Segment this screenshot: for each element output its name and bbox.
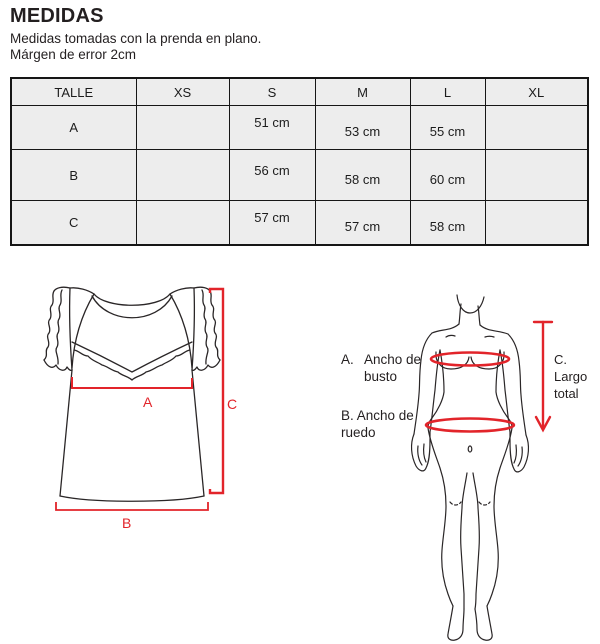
cell-value	[485, 106, 588, 150]
legend-text-c-line2: total	[554, 386, 579, 401]
left-side-seam	[60, 370, 72, 496]
legend-text-b-line2: ruedo	[341, 425, 376, 440]
legend-text-a-line1: Ancho de	[364, 352, 422, 367]
row-label: C	[11, 201, 136, 246]
hip-measure-ellipse	[426, 419, 514, 432]
body-figure-drawing	[378, 288, 582, 644]
cell-value	[485, 150, 588, 201]
cell-value: 58 cm	[315, 150, 410, 201]
table-row	[11, 150, 588, 201]
length-measure-bracket	[210, 289, 223, 493]
cell-value: 57 cm	[315, 201, 410, 246]
neckline-opening	[94, 294, 170, 305]
table-header-row	[11, 78, 588, 106]
col-header-l: L	[410, 78, 485, 106]
legend-text-c-line1: C. Largo	[554, 352, 588, 384]
garment-outline	[44, 287, 220, 501]
subtitle-line-1: Medidas tomadas con la prenda en plano.	[10, 31, 262, 46]
hem-width-measure-bracket	[56, 502, 208, 510]
subtitle-line-2: Márgen de error 2cm	[10, 47, 137, 62]
cell-value: 53 cm	[315, 106, 410, 150]
cell-value: 55 cm	[410, 106, 485, 150]
bust-width-measure-line	[72, 377, 192, 388]
legend-item-hem-width	[341, 407, 414, 441]
cell-value	[136, 106, 229, 150]
yoke-seam-lower	[74, 350, 190, 380]
legend-item-total-length	[554, 351, 600, 402]
legend-text-a-line2: busto	[364, 369, 398, 384]
hem-line	[60, 496, 204, 501]
table-row	[11, 106, 588, 150]
col-header-talle: TALLE	[11, 78, 136, 106]
page-title: MEDIDAS	[10, 5, 104, 27]
navel	[468, 446, 472, 452]
figure-outline	[412, 295, 529, 640]
knee-marks	[450, 502, 461, 505]
neckline-binding	[92, 296, 172, 318]
cell-value	[136, 150, 229, 201]
yoke-seam-upper	[72, 342, 192, 372]
table-row	[11, 201, 588, 246]
row-label: A	[11, 106, 136, 150]
garment-label-c: C	[227, 396, 238, 412]
length-measure-arrow	[534, 322, 552, 430]
garment-drawing	[32, 276, 244, 544]
cell-value	[136, 201, 229, 246]
col-header-s: S	[229, 78, 315, 106]
cell-value	[485, 201, 588, 246]
right-side-seam	[192, 370, 204, 496]
cell-value: 57 cm	[229, 201, 315, 246]
cell-value: 58 cm	[410, 201, 485, 246]
garment-label-a: A	[143, 394, 153, 410]
bust-measure-ellipse	[431, 353, 509, 366]
col-header-xl: XL	[485, 78, 588, 106]
legend-marker-a: A.	[341, 352, 354, 367]
legend-text-b-line1: B. Ancho de	[341, 408, 414, 423]
cell-value: 56 cm	[229, 150, 315, 201]
cell-value: 51 cm	[229, 106, 315, 150]
garment-label-b: B	[122, 515, 132, 531]
legend-item-bust-width	[341, 351, 421, 385]
right-ruffle-sleeve	[192, 287, 220, 370]
row-label: B	[11, 150, 136, 201]
col-header-m: M	[315, 78, 410, 106]
size-table	[10, 77, 589, 246]
col-header-xs: XS	[136, 78, 229, 106]
left-ruffle-sleeve	[44, 287, 72, 370]
cell-value: 60 cm	[410, 150, 485, 201]
